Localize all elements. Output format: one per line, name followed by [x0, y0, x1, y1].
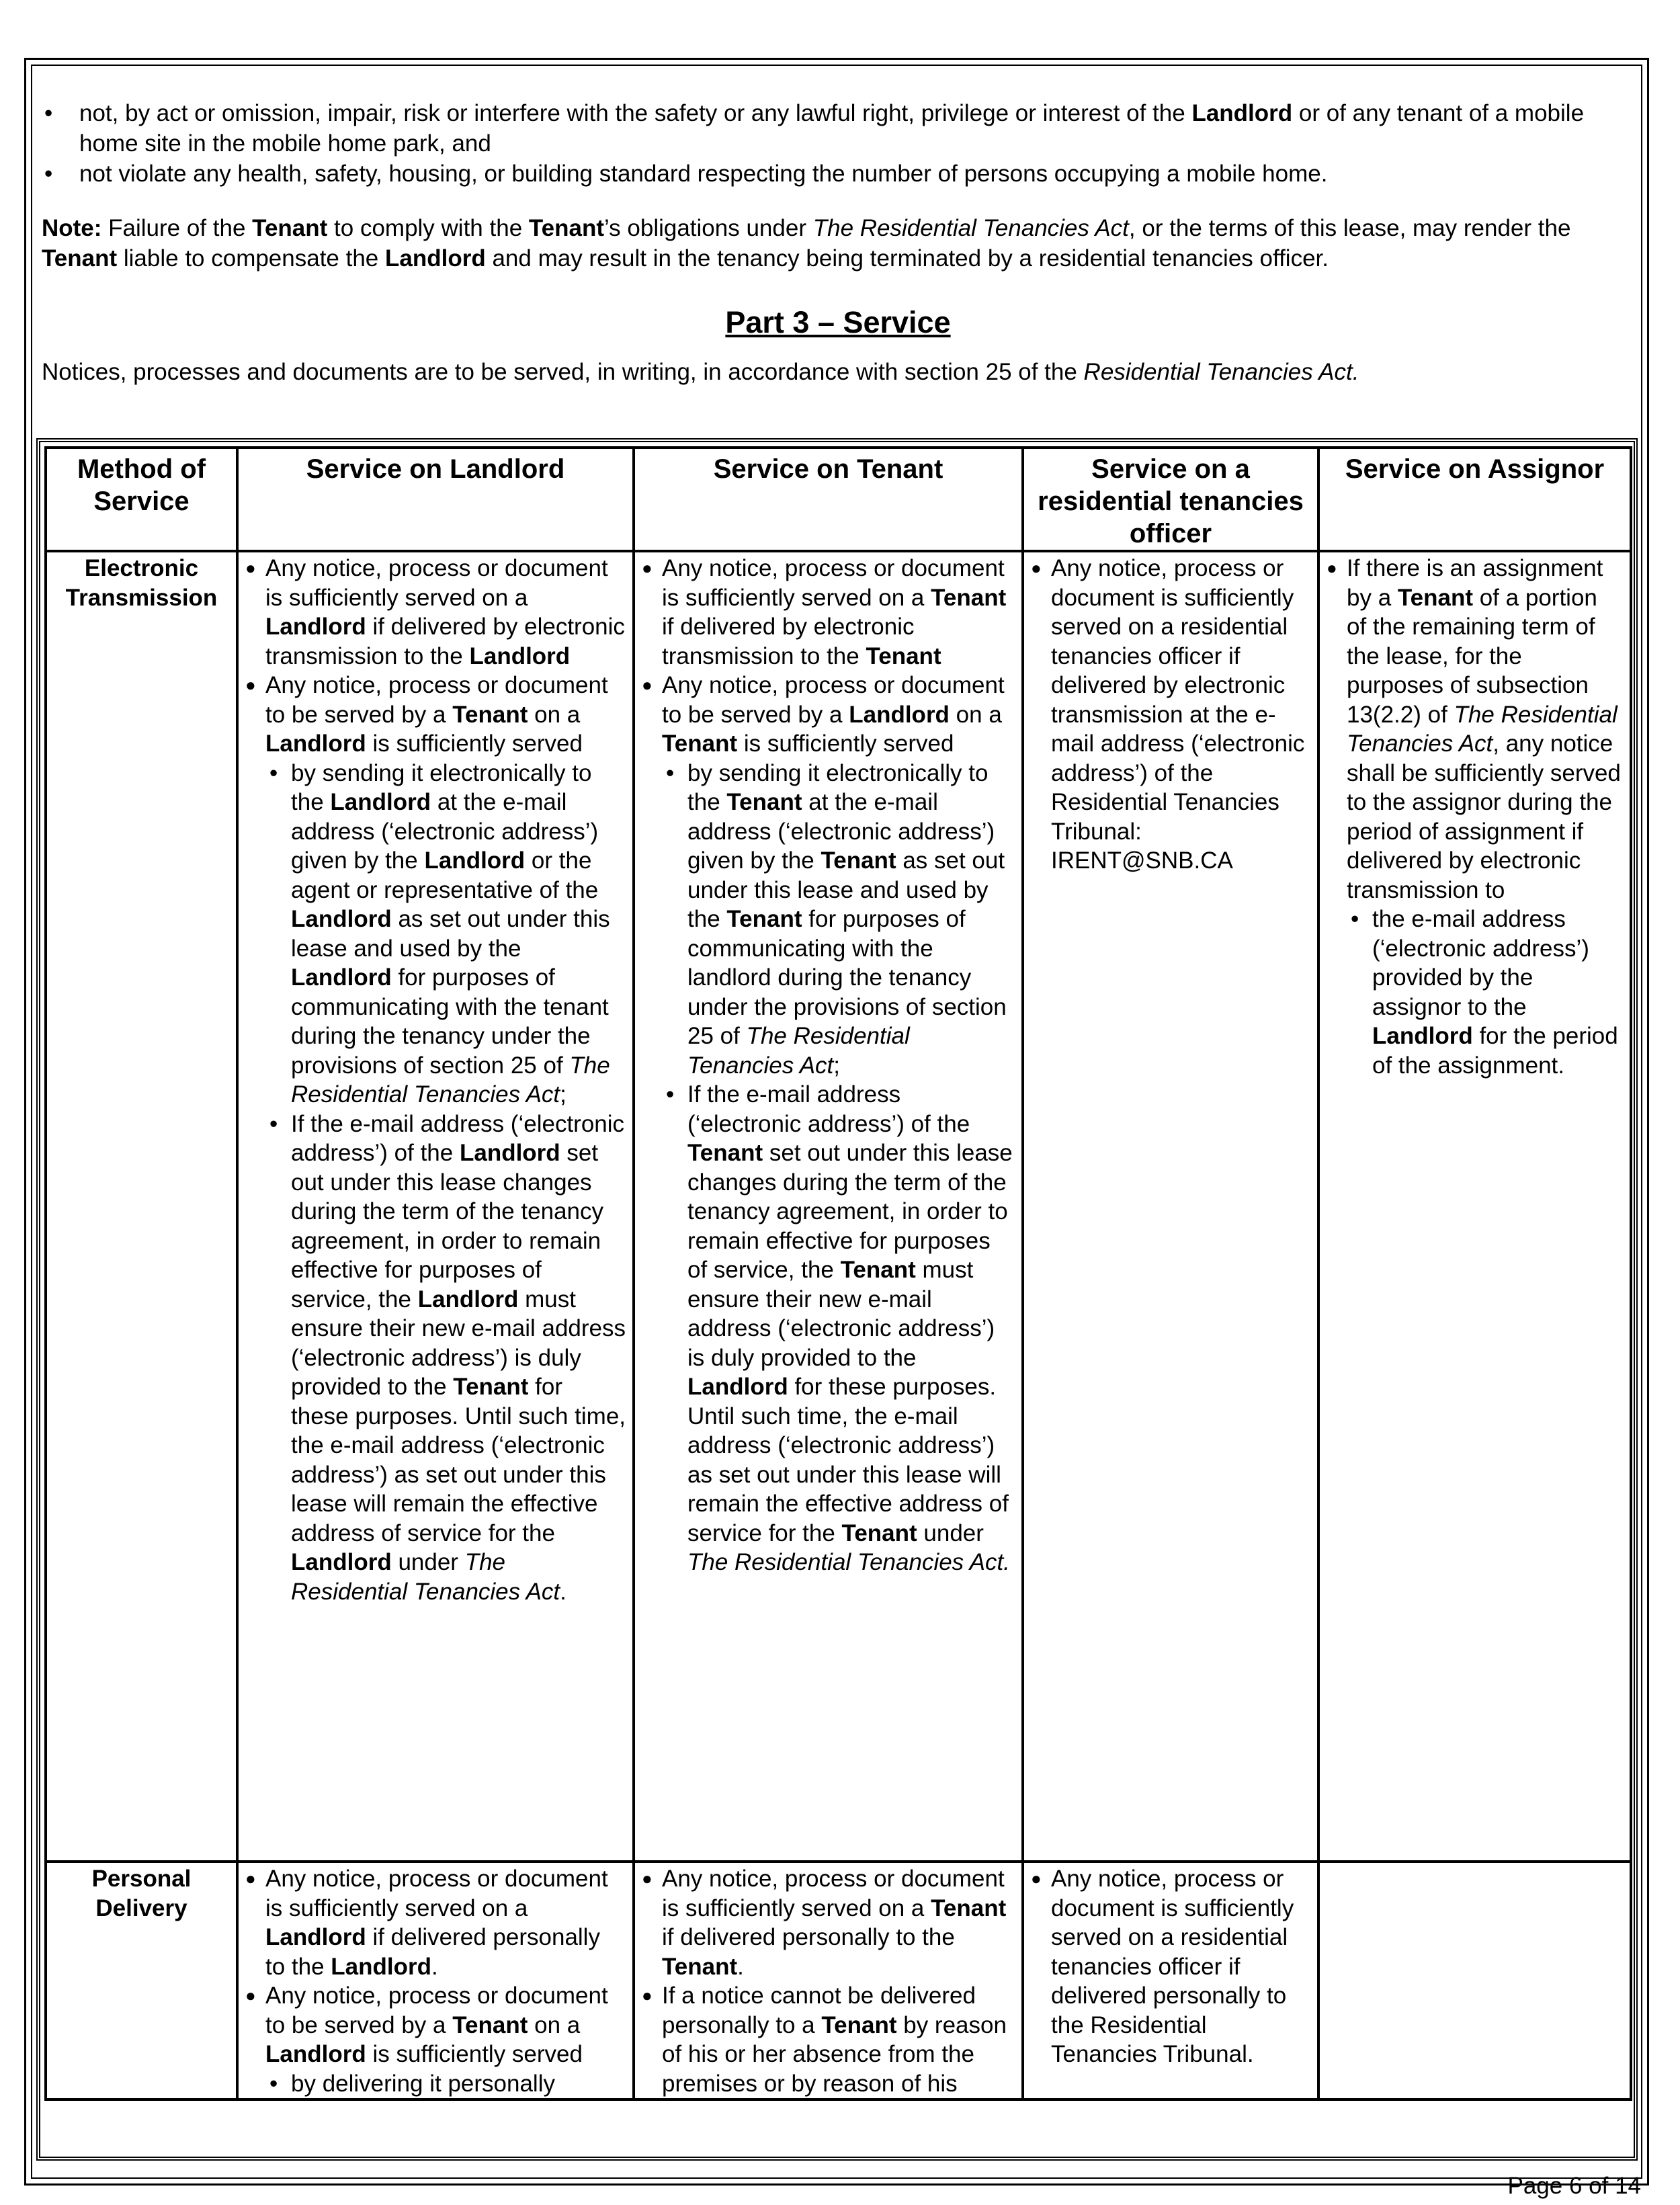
landlord-cell: [237, 551, 634, 1862]
note-paragraph: Note: Failure of the Tenant to comply with the Tenant’s obligations under The Residential Tenancies Act, or the terms of this lease, may render the Tenant liable to compensate the Landlord and may result in the tenancy being terminated by a residential tenancies officer.: [42, 215, 1571, 272]
method-cell: Personal Delivery: [46, 1862, 237, 2099]
table-row: [46, 1862, 1631, 2099]
page-body: [42, 98, 1634, 387]
table-header-row: [46, 448, 1631, 551]
header-officer: Service on a residential tenancies officer: [1023, 448, 1318, 551]
tenant-cell: [634, 1862, 1023, 2099]
header-assignor: Service on Assignor: [1318, 448, 1631, 551]
bullet-item: ● Any notice, process or document is sufficiently served on a Tenant if delivered by electronic transmission to the Tenant: [642, 554, 1015, 671]
tenant-cell: [634, 551, 1023, 1862]
list-item: • not violate any health, safety, housing, or building standard respecting the number of persons occupying a mobile home.: [42, 159, 1634, 189]
bullet-item: ● Any notice, process or document is sufficiently served on a Landlord if delivered by electronic transmission to the Landlord: [245, 554, 626, 671]
assignor-cell: [1318, 1862, 1631, 2099]
method-cell: Electronic Transmission: [46, 551, 237, 1862]
section-heading: Part 3 – Service: [725, 305, 951, 339]
sub-bullet-item: • the e-mail address (‘electronic address’) provided by the assignor to the Landlord for the period of the assignment.: [1327, 905, 1623, 1080]
bullet-item: ● Any notice, process or document is sufficiently served on a residential tenancies officer if delivered personally to the Residential Tenancies Tribunal.: [1031, 1864, 1310, 2069]
sub-bullet-item: • If the e-mail address (‘electronic address’) of the Landlord set out under this lease changes during the term of the tenancy agreement, in order to remain effective for purposes of service, the Landlord must ensure their new e-mail address (‘electronic address’) is duly provided to the Tenant for these purposes. Until such time, the e-mail address (‘electronic address’) as set out under this lease will remain the effective address of service for the Landlord under The Residential Tenancies Act.: [245, 1110, 626, 1607]
bullet-item: ● Any notice, process or document to be served by a Landlord on a Tenant is sufficiently served: [642, 671, 1015, 759]
header-landlord: Service on Landlord: [237, 448, 634, 551]
sub-bullet-item: • by sending it electronically to the Landlord at the e-mail address (‘electronic address’) given by the Landlord or the agent or representative of the Landlord as set out under this lease and used by the Landlord for purposes of communicating with the tenant during the tenancy under the provisions of section 25 of The Residential Tenancies Act;: [245, 759, 626, 1110]
obligations-list: [42, 98, 1634, 189]
list-item: • not, by act or omission, impair, risk or interfere with the safety or any lawful right, privilege or interest of the Landlord or of any tenant of a mobile home site in the mobile home park, and: [42, 98, 1634, 159]
landlord-cell: [237, 1862, 634, 2099]
service-table: [44, 446, 1632, 2101]
bullet-item: ● Any notice, process or document to be served by a Tenant on a Landlord is sufficiently served: [245, 671, 626, 759]
bullet-item: ● Any notice, process or document is sufficiently served on a residential tenancies officer if delivered by electronic transmission at the e-mail address (‘electronic address’) of the Residential Tenancies Tribunal: IRENT@SNB.CA: [1031, 554, 1310, 876]
header-tenant: Service on Tenant: [634, 448, 1023, 551]
intro-paragraph: Notices, processes and documents are to be served, in writing, in accordance with section 25 of the Residential Tenancies Act.: [42, 359, 1359, 385]
sub-bullet-item: • by delivering it personally: [245, 2069, 626, 2099]
page-number: Page 6 of 14: [1507, 2173, 1641, 2199]
table-row: [46, 551, 1631, 1862]
bullet-item: ● Any notice, process or document is sufficiently served on a Tenant if delivered personally to the Tenant.: [642, 1864, 1015, 1981]
assignor-cell: [1318, 551, 1631, 1862]
officer-cell: [1023, 1862, 1318, 2099]
bullet-item: ● If a notice cannot be delivered personally to a Tenant by reason of his or her absence from the premises or by reason of his: [642, 1981, 1015, 2098]
bullet-item: ● Any notice, process or document to be served by a Tenant on a Landlord is sufficiently served: [245, 1981, 626, 2069]
sub-bullet-item: • If the e-mail address (‘electronic address’) of the Tenant set out under this lease changes during the term of the tenancy agreement, in order to remain effective for purposes of service, the Tenant must ensure their new e-mail address (‘electronic address’) is duly provided to the Landlord for these purposes. Until such time, the e-mail address (‘electronic address’) as set out under this lease will remain the effective address of service for the Tenant under The Residential Tenancies Act.: [642, 1080, 1015, 1577]
bullet-item: ● Any notice, process or document is sufficiently served on a Landlord if delivered personally to the Landlord.: [245, 1864, 626, 1981]
officer-cell: [1023, 551, 1318, 1862]
sub-bullet-item: • by sending it electronically to the Tenant at the e-mail address (‘electronic address’) given by the Tenant as set out under this lease and used by the Tenant for purposes of communicating with the landlord during the tenancy under the provisions of section 25 of The Residential Tenancies Act;: [642, 759, 1015, 1081]
bullet-item: ● If there is an assignment by a Tenant of a portion of the remaining term of the lease, for the purposes of subsection 13(2.2) of The Residential Tenancies Act, any notice shall be sufficiently served to the assignor during the period of assignment if delivered by electronic transmission to: [1327, 554, 1623, 905]
header-method: Method of Service: [46, 448, 237, 551]
